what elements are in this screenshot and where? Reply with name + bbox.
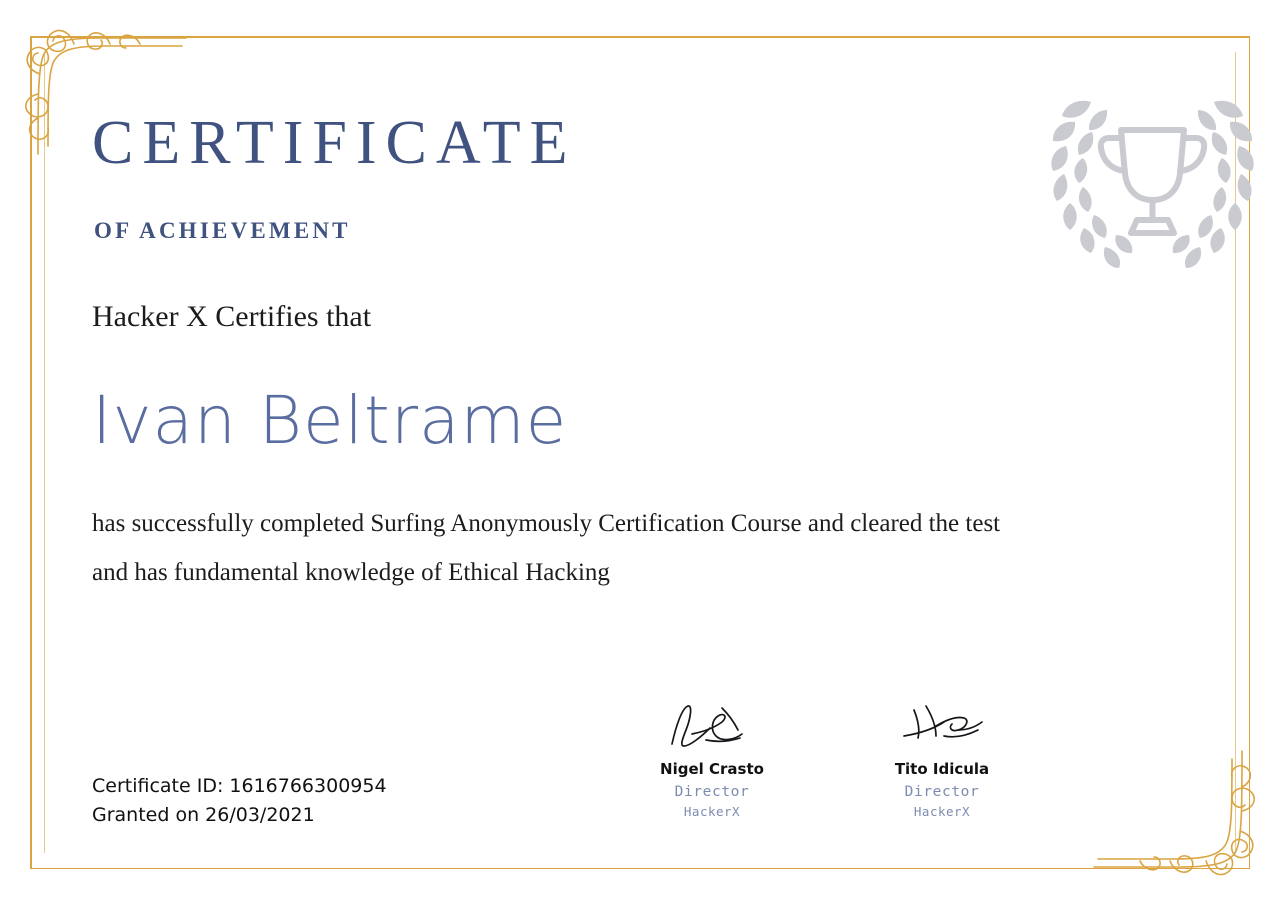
page-title: CERTIFICATE: [92, 109, 577, 177]
signatory-name: Tito Idicula: [894, 760, 990, 778]
signature-block: [632, 690, 1022, 819]
issuer-statement: Hacker X Certifies that: [92, 300, 372, 333]
certificate-meta: [92, 772, 387, 829]
achievement-description: [92, 500, 1172, 598]
recipient-name: Ivan Beltrame: [92, 382, 568, 459]
description-line-1: has successfully completed Surfing Anonymously Certification Course and cleared the test: [92, 510, 1001, 537]
frame-left-inner-border: [44, 52, 45, 853]
signatory-role: Director: [674, 784, 750, 800]
signatory-org: HackerX: [913, 804, 971, 819]
signature-nigel-crasto: [632, 690, 792, 819]
signatory-org: HackerX: [683, 804, 741, 819]
description-line-2: and has fundamental knowledge of Ethical Hacking: [92, 558, 610, 586]
signature-tito-idicula: [862, 690, 1022, 819]
certificate-content: [92, 0, 1188, 905]
signatory-role: Director: [904, 784, 980, 800]
signature-mark-icon: [632, 690, 792, 752]
certificate-subtitle: OF ACHIEVEMENT: [94, 218, 351, 243]
frame-left-border: [30, 36, 32, 869]
signature-mark-icon: [862, 690, 1022, 752]
granted-on-date: Granted on 26/03/2021: [92, 803, 315, 826]
certificate-id: Certificate ID: 1616766300954: [92, 775, 387, 797]
signatory-name: Nigel Crasto: [660, 760, 764, 778]
